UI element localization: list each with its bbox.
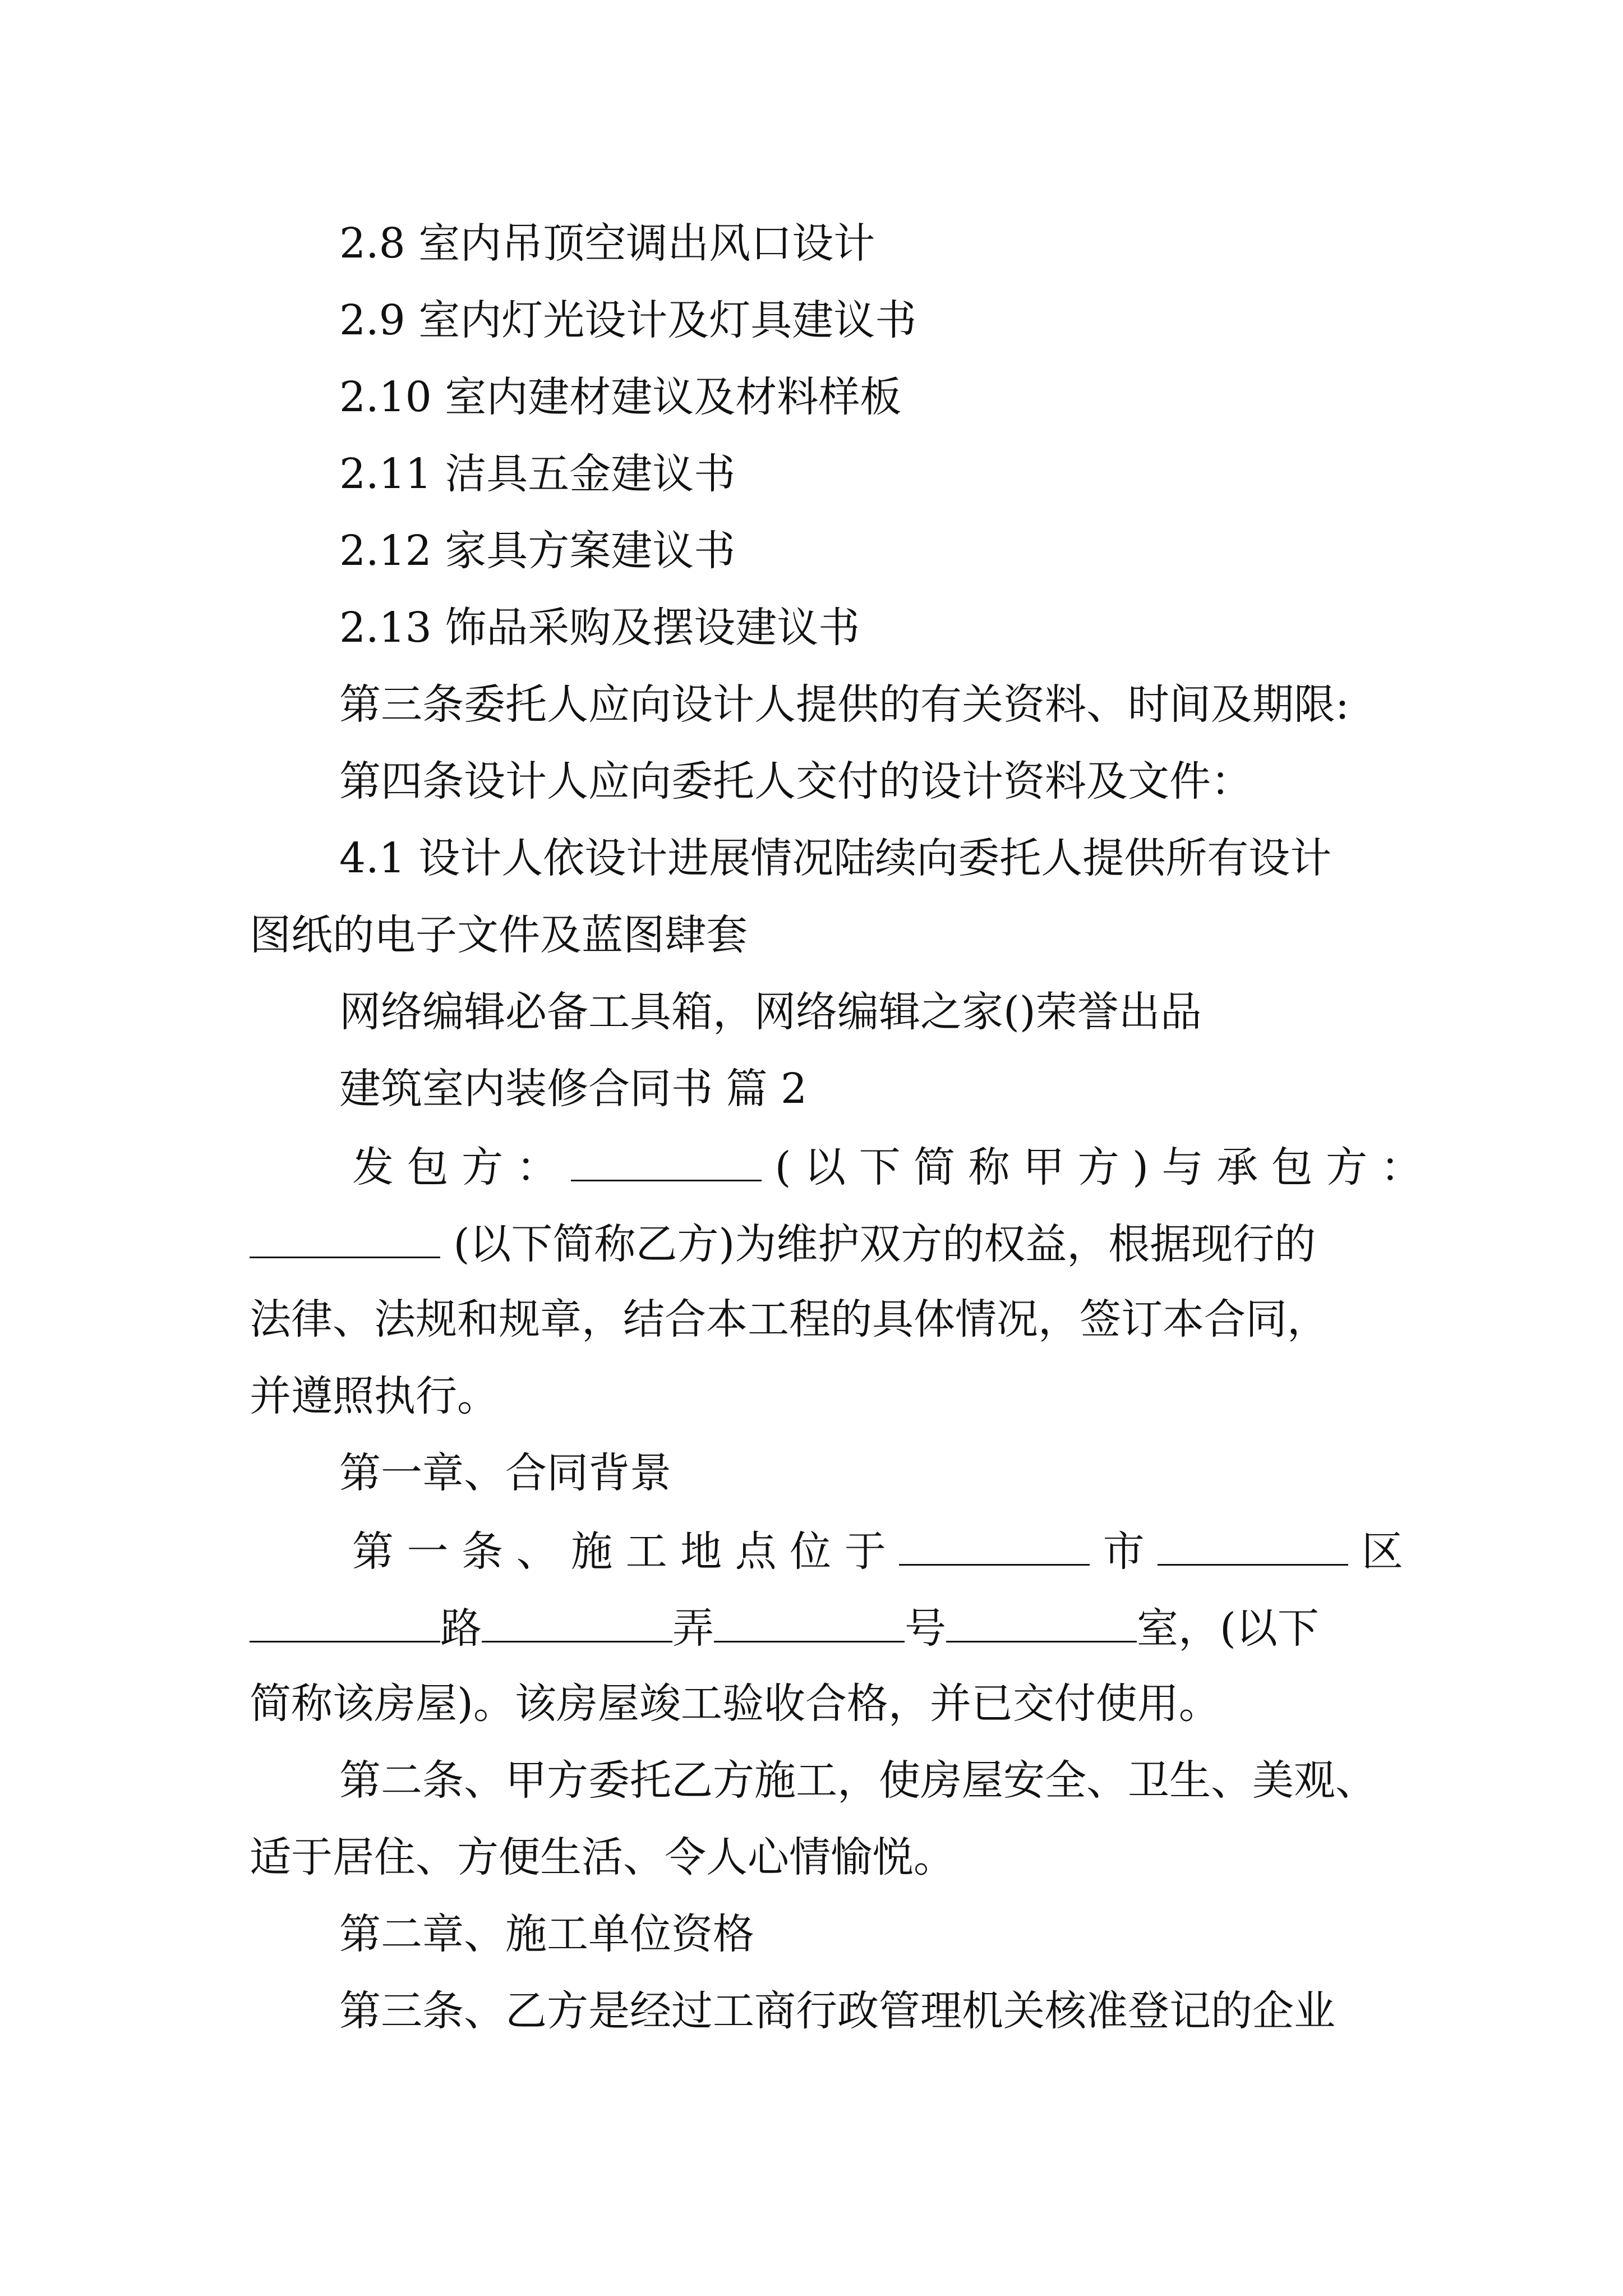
parties-text: (以下简称乙方)为维护双方的权益，根据现行的 [453,1220,1316,1268]
party-a-blank [571,1145,762,1181]
article-1-line-2 [250,1604,1319,1653]
parties-line-4: 并遵照执行。 [250,1372,499,1420]
room-label: 室，(以下 [1137,1604,1319,1653]
lane-label: 弄 [672,1604,714,1653]
article-3-line-1: 第三条、乙方是经过工商行政管理机关核准登记的企业 [339,1987,1335,2035]
chapter-2-heading: 第二章、施工单位资格 [339,1910,754,1958]
article-1-line-3: 简称该房屋)。该房屋竣工验收合格，并已交付使用。 [250,1680,1220,1728]
district-blank [1158,1529,1348,1566]
party-b-blank [250,1222,440,1258]
article-3-heading: 第三条委托人应向设计人提供的有关资料、时间及期限: [339,680,1349,729]
clause-4-1-line-1: 4.1 设计人依设计进展情况陆续向委托人提供所有设计 [339,834,1332,882]
list-item-2-9: 2.9 室内灯光设计及灯具建议书 [339,296,917,344]
list-item-2-8: 2.8 室内吊顶空调出风口设计 [339,219,875,268]
parties-line-1 [352,1143,1422,1191]
article-4-heading: 第四条设计人应向委托人交付的设计资料及文件： [339,757,1252,806]
article-1-line-1 [352,1527,1403,1576]
number-label: 号 [905,1604,946,1653]
city-blank [899,1529,1090,1566]
lane-blank [482,1606,672,1642]
road-blank [250,1606,440,1642]
article-1-text: 第 一 条 、 施 工 地 点 位 于 [352,1527,886,1576]
parties-line-2 [250,1220,1316,1268]
article-2-line-2: 适于居住、方便生活、令人心情愉悦。 [250,1833,955,1881]
room-blank [946,1606,1137,1642]
chapter-1-heading: 第一章、合同背景 [339,1449,671,1497]
party-a-label: 发 包 方 ： [352,1143,558,1191]
list-item-2-12: 2.12 家具方案建议书 [339,527,736,575]
article-2-line-1: 第二条、甲方委托乙方施工，使房屋安全、卫生、美观、 [339,1756,1377,1805]
party-b-label: ( 以 下 简 称 甲 方 ) 与 承 包 方 ： [774,1143,1422,1191]
number-blank [714,1606,905,1642]
road-label: 路 [440,1604,482,1653]
parties-line-3: 法律、法规和规章，结合本工程的具体情况，签订本合同， [250,1295,1329,1343]
list-item-2-13: 2.13 饰品采购及摆设建议书 [339,604,860,652]
list-item-2-10: 2.10 室内建材建议及材料样板 [339,373,902,421]
clause-4-1-line-2: 图纸的电子文件及蓝图肆套 [250,911,748,959]
list-item-2-11: 2.11 洁具五金建议书 [339,450,736,498]
district-label: 区 [1361,1527,1403,1576]
city-label: 市 [1103,1527,1145,1576]
section-title-part-2: 建筑室内装修合同书 篇 2 [339,1065,808,1113]
footer-note: 网络编辑必备工具箱，网络编辑之家()荣誉出品 [339,988,1202,1036]
